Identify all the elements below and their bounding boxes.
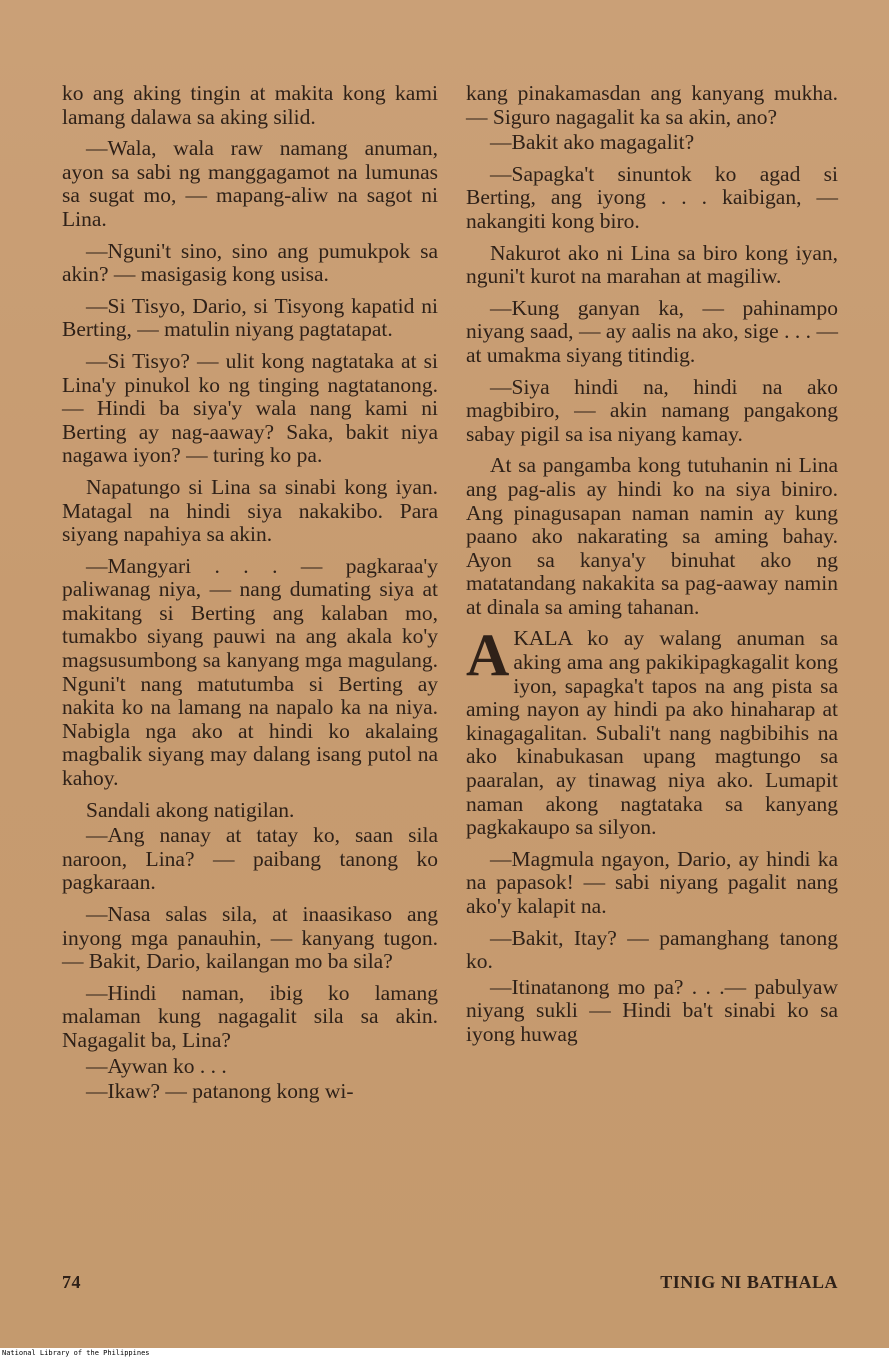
paragraph: kang pinakamasdan ang kanyang mukha. — Siguro nagagalit ka sa akin, ano? — [466, 81, 838, 129]
paragraph: —Si Tisyo? — ulit kong nagtataka at si Lina'y pinukol ko ng tinging nagtatanong. — Hindi ba siya'y wala nang kami ni Berting ay nag-aaway? Saka, bakit niya nagawa iyon? — turing ko pa. — [62, 348, 438, 468]
paragraph: Nakurot ako ni Lina sa biro kong iyan, nguni't kurot na marahan at magiliw. — [466, 240, 838, 289]
paragraph: At sa pangamba kong tutuhanin ni Lina ang pag-alis ay hindi ko na siya biniro. Ang pinagusapan naman namin ay kung paano ako nakarating sa aming bahay. Ayon sa kanya'y binuhat ako ng matatandang nakakita sa pag-aaway namin at dinala sa aming tahanan. — [466, 453, 838, 619]
paragraph: —Wala, wala raw namang anuman, ayon sa sabi ng manggagamot na lumunas sa sugat mo, — mapang-aliw na sagot ni Lina. — [62, 136, 438, 231]
paragraph: —Sapagka't sinuntok ko agad si Berting, ang iyong . . . kaibigan, — nakangiti kong biro. — [466, 161, 838, 233]
left-column — [62, 82, 438, 1112]
section-opening-text: KALA ko ay walang anuman sa aking ama ang pakikipagkagalit kong iyon, sapagka't tapos na ang pista sa aming nayon ay hindi pa ako hinaharap at kinagagalitan. Subali't nang nagbibihis na ako kinabukasan upang magtungo sa paaralan, ay tinawag niya ako. Lumapit naman akong nagtataka sa kanyang pagkakaupo sa silyon. — [466, 626, 838, 840]
right-column — [466, 82, 838, 1055]
paragraph: —Kung ganyan ka, — pahinampo niyang saad, — ay aalis na ako, sige . . . — at umakma siyang titindig. — [466, 295, 838, 367]
paragraph: —Aywan ko . . . — [86, 1053, 227, 1078]
paragraph: —Siya hindi na, hindi na ako magbibiro, — akin namang pangakong sabay pigil sa isa niyang kamay. — [466, 374, 838, 446]
right-column-top-text — [466, 82, 838, 619]
paragraph: —Mangyari . . . — pagkaraa'y paliwanag niya, — nang dumating siya at makitang si Berting ang kalaban mo, tumakbo siyang pauwi na ang akala ko'y magsusumbong sa kanyang mga magulang. Nguni't nang matutumba si Berting ay nakita ko na lamang na napalo ka na niya. Nabigla nga ako at hindi ko akalaing magbalik siyang may dalang isang putol na kahoy. — [62, 553, 438, 791]
paragraph: —Ikaw? — patanong kong wi- — [86, 1079, 354, 1104]
right-column-bottom-text — [466, 848, 838, 1047]
paragraph: —Bakit, Itay? — pamanghang tanong ko. — [466, 925, 838, 974]
paragraph: —Ang nanay at tatay ko, saan sila naroon, Lina? — paibang tanong ko pagkaraan. — [62, 823, 438, 895]
paragraph: —Nguni't sino, sino ang pumukpok sa akin? — masigasig kong usisa. — [62, 238, 438, 287]
page-number: 74 — [62, 1272, 81, 1292]
drop-cap-letter: A — [466, 622, 510, 689]
paragraph: —Hindi naman, ibig ko lamang malaman kung nagagalit sila sa akin. Nagagalit ba, Lina? — [62, 980, 438, 1052]
magazine-title: TINIG NI BATHALA — [660, 1272, 838, 1292]
paragraph: —Bakit ako magagalit? — [490, 130, 695, 155]
paragraph: Napatungo si Lina sa sinabi kong iyan. Matagal na hindi siya nakakibo. Para siyang napahiya sa akin. — [62, 474, 438, 547]
library-credit: National Library of the Philippines — [0, 1348, 889, 1358]
paragraph: ko ang aking tingin at makita kong kami lamang dalawa sa aking silid. — [62, 81, 438, 129]
section-opening-paragraph — [466, 622, 838, 840]
paragraph: —Magmula ngayon, Dario, ay hindi ka na papasok! — sabi niyang pagalit nang ako'y kalapit na. — [466, 846, 838, 918]
paragraph: —Nasa salas sila, at inaasikaso ang inyong mga panauhin, — kanyang tugon. — Bakit, Dario, kailangan mo ba sila? — [62, 902, 438, 974]
paragraph: —Itinatanong mo pa? . . .— pabulyaw niyang sukli — Hindi ba't sinabi ko sa iyong huwag — [466, 974, 838, 1046]
paragraph: —Si Tisyo, Dario, si Tisyong kapatid ni Berting, — matulin niyang pagtatapat. — [62, 293, 438, 342]
paragraph: Sandali akong natigilan. — [86, 797, 295, 822]
